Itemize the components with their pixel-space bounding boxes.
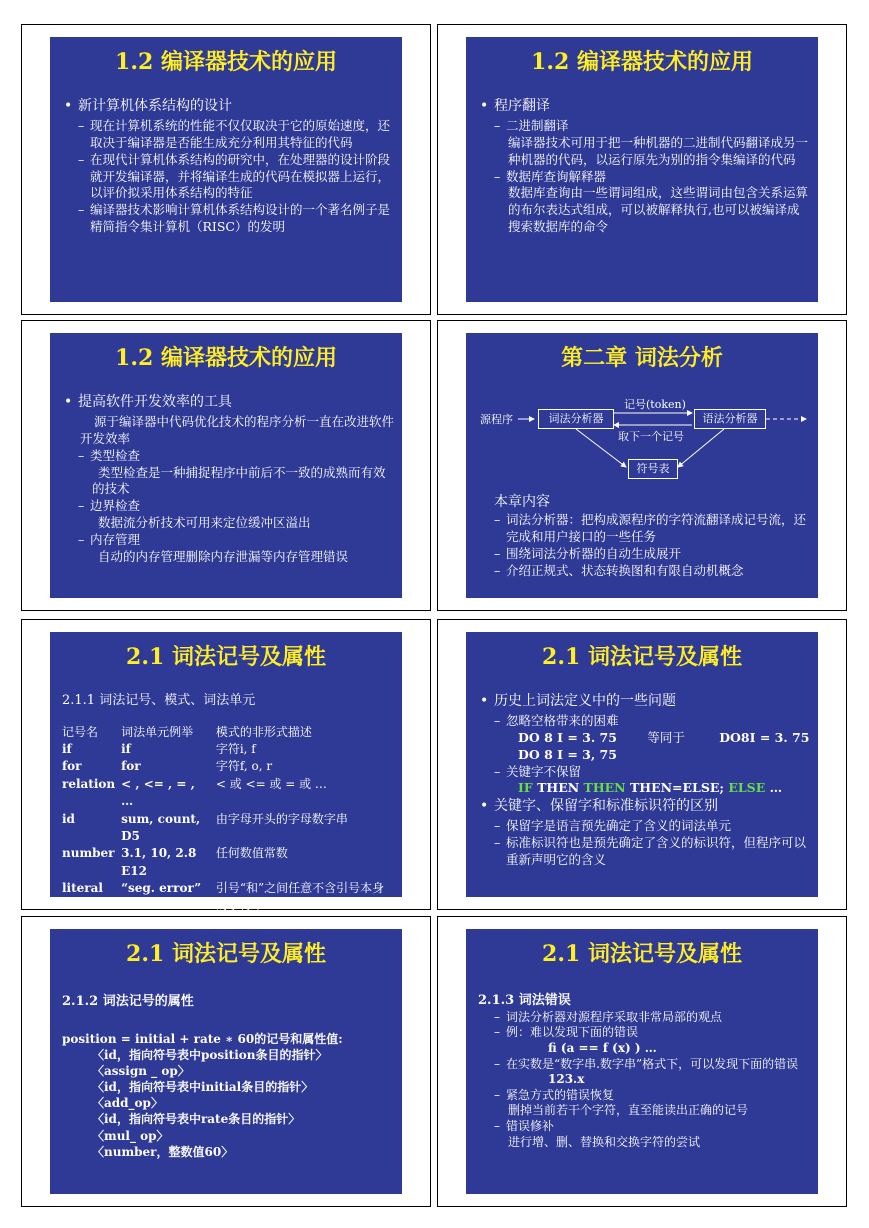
sub-item: – 内存管理 (62, 532, 394, 549)
slide-8 (466, 929, 818, 1194)
table-cell: 任何数值常数 (215, 846, 288, 861)
code-text: DO8I = 3. 75 (719, 729, 810, 745)
slide-frame-5 (21, 619, 431, 913)
sub-item: – 边界检查 (62, 498, 394, 515)
attr-line: 〈id，指向符号表中initial条目的指针〉 (92, 1080, 314, 1095)
next-token-label: 取下一个记号 (618, 430, 684, 443)
lexer-diagram (466, 393, 818, 483)
sub-item: – 类型检查 (62, 448, 394, 465)
sub-item: – 现在计算机系统的性能不仅仅取决于它的原始速度，还取决于编译器是否能生成充分利用其特征的代码 (62, 118, 394, 152)
sub-text: 编译器技术可用于把一种机器的二进制代码翻译成另一种机器的代码，以运行原先为别的指令集编译的代码 (508, 134, 809, 167)
table-cell: for (62, 759, 82, 774)
table-cell: for (121, 759, 141, 774)
lexer-box: 词法分析器 (538, 409, 614, 429)
slide-7 (50, 929, 402, 1194)
token-label: 记号(token) (624, 398, 686, 411)
source-label: 源程序 (480, 413, 513, 426)
slide-frame-8 (437, 916, 847, 1207)
slide-frame-7 (21, 916, 431, 1207)
slide-1 (50, 37, 402, 302)
section-heading: 本章内容 (494, 494, 550, 510)
keyword: IF (518, 780, 533, 796)
slide-title: 1.2 编译器技术的应用 (115, 345, 337, 371)
table-cell: 3.1, 10, 2.8 E12 (121, 846, 197, 878)
expression-line: position = initial + rate ∗ 60的记号和属性值: (62, 1031, 343, 1046)
table-cell: relation (62, 776, 116, 791)
slide-title: 1.2 编译器技术的应用 (115, 49, 337, 75)
table-cell: < 或 <= 或 = 或 … (215, 776, 327, 791)
bullet: • 关键字、保留字和标准标识符的区别 (478, 797, 810, 816)
code-line: 123.x (548, 1072, 585, 1087)
intro-text: 源于编译器中代码优化技术的程序分析一直在改进软件开发效率 (80, 413, 395, 446)
table-cell: id (62, 811, 75, 826)
attr-line: 〈number，整数值60〉 (92, 1144, 234, 1159)
sub-item: – 二进制翻译 (478, 118, 810, 135)
table-row (62, 741, 394, 758)
bullet: • 新计算机体系结构的设计 (62, 97, 394, 116)
keyword: ELSE (728, 780, 766, 796)
table-cell: number (62, 846, 115, 861)
sub-item: – 忽略空格带来的困难 (478, 713, 810, 730)
slide-6 (466, 632, 818, 897)
table-cell: “seg. error” (121, 881, 202, 896)
code-text: DO 8 I = 3. 75 (518, 729, 617, 745)
table-cell: sum, count, D5 (121, 811, 201, 843)
column-header: 词法单元例举 (121, 724, 194, 739)
slide-title: 2.1 词法记号及属性 (126, 644, 326, 670)
slide-frame-6 (437, 619, 847, 910)
sub-item: – 标准标识符也是预先确定了含义的标识符，但程序可以重新声明它的含义 (478, 835, 810, 869)
sub-item: – 错误修补 (478, 1119, 810, 1135)
keyword: … (769, 780, 783, 796)
column-header: 记号名 (62, 724, 99, 739)
slide-4 (466, 333, 818, 598)
table-header-row (62, 724, 394, 741)
slide-title: 1.2 编译器技术的应用 (531, 49, 753, 75)
table-row (62, 758, 394, 775)
sub-item: – 例：难以发现下面的错误 (478, 1025, 810, 1041)
sub-item: – 数据库查询解释器 (478, 169, 810, 186)
code-line (478, 730, 810, 747)
sub-item: – 编译器技术影响计算机体系结构设计的一个著名例子是精简指令集计算机（RISC）的发明 (62, 202, 394, 236)
table-row (62, 845, 394, 880)
table-row (62, 776, 394, 811)
code-line: fi (a == f (x) ) … (548, 1041, 657, 1056)
bullet: • 程序翻译 (478, 97, 810, 116)
table-cell: if (62, 741, 72, 756)
keyword: THEN (537, 780, 580, 796)
code-line: DO 8 I = 3, 75 (518, 746, 617, 762)
sub-item: – 词法分析器对源程序采取非常局部的观点 (478, 1010, 810, 1026)
sub-text: 类型检查是一种捕捉程序中前后不一致的成熟而有效的技术 (92, 464, 386, 497)
slide-frame-4 (437, 320, 847, 611)
attr-line: 〈id，指向符号表中rate条目的指针〉 (92, 1112, 301, 1127)
token-table (62, 724, 394, 915)
section-subtitle: 2.1.2 词法记号的属性 (62, 994, 194, 1009)
sub-item: – 在现代计算机体系结构的研究中，在处理器的设计阶段就开发编译器，并将编译生成的代码在模拟器上运行，以评价拟采用体系结构的特征 (62, 152, 394, 203)
section-subtitle: 2.1.1 词法记号、模式、词法单元 (62, 693, 256, 708)
bullet: • 历史上词法定义中的一些问题 (478, 692, 810, 711)
sub-item: – 词法分析器：把构成源程序的字符流翻译成记号流，还完成和用户接口的一些任务 (478, 512, 810, 546)
symbol-table-box: 符号表 (628, 459, 678, 479)
attr-line: 〈id，指向符号表中position条目的指针〉 (92, 1047, 328, 1062)
sub-text: 数据流分析技术可用来定位缓冲区溢出 (98, 515, 311, 531)
sub-text: 自动的内存管理删除内存泄漏等内存管理错误 (98, 548, 349, 564)
sub-text: 数据库查询由一些谓词组成，这些谓词由包含关系运算的布尔表达式组成，可以被解释执行,也可以被编译成搜索数据库的命令 (508, 185, 809, 235)
slide-frame-1 (21, 24, 431, 315)
slide-title: 第二章 词法分析 (561, 345, 723, 371)
table-cell: if (121, 741, 131, 756)
table-cell: literal (62, 881, 103, 896)
slide-frame-3 (21, 320, 431, 611)
table-row (62, 811, 394, 846)
equals-text: 等同于 (647, 729, 685, 745)
slide-title: 2.1 词法记号及属性 (126, 941, 326, 967)
keyword: THEN=ELSE; (629, 780, 724, 796)
sub-text: 删掉当前若干个字符，直至能读出正确的记号 (508, 1103, 749, 1118)
sub-item: – 紧急方式的错误恢复 (478, 1088, 810, 1104)
attr-line: 〈mul_ op〉 (92, 1128, 169, 1143)
parser-box: 语法分析器 (694, 409, 766, 429)
table-cell: < , <= , = , … (121, 776, 195, 809)
table-cell: 由字母开头的字母数字串 (215, 811, 348, 826)
sub-item: – 介绍正规式、状态转换图和有限自动机概念 (478, 563, 810, 580)
attr-line: 〈add_op〉 (92, 1096, 163, 1111)
table-row (62, 880, 394, 915)
sub-item: – 保留字是语言预先确定了含义的词法单元 (478, 818, 810, 835)
table-cell: 引号“和”之间任意不含引号本身的字符串 (215, 881, 385, 913)
slide-2 (466, 37, 818, 302)
slide-frame-2 (437, 24, 847, 315)
sub-text: 进行增、删、替换和交换字符的尝试 (508, 1134, 701, 1149)
bullet: • 提高软件开发效率的工具 (62, 393, 394, 412)
slide-3 (50, 333, 402, 598)
attr-line: 〈assign _ op〉 (92, 1063, 190, 1078)
column-header: 模式的非形式描述 (215, 724, 312, 739)
section-subtitle: 2.1.3 词法错误 (478, 993, 571, 1008)
slide-5 (50, 632, 402, 913)
slide-title: 2.1 词法记号及属性 (542, 941, 742, 967)
sub-item: – 在实数是“数字串.数字串”格式下，可以发现下面的错误 (478, 1057, 810, 1073)
keyword-line (478, 780, 810, 797)
slide-title: 2.1 词法记号及属性 (542, 644, 742, 670)
sub-item: – 围绕词法分析器的自动生成展开 (478, 546, 810, 563)
sub-item: – 关键字不保留 (478, 764, 810, 781)
table-cell: 字符i, f (215, 741, 256, 756)
table-cell: 字符f, o, r (215, 759, 273, 774)
keyword: THEN (583, 780, 626, 796)
